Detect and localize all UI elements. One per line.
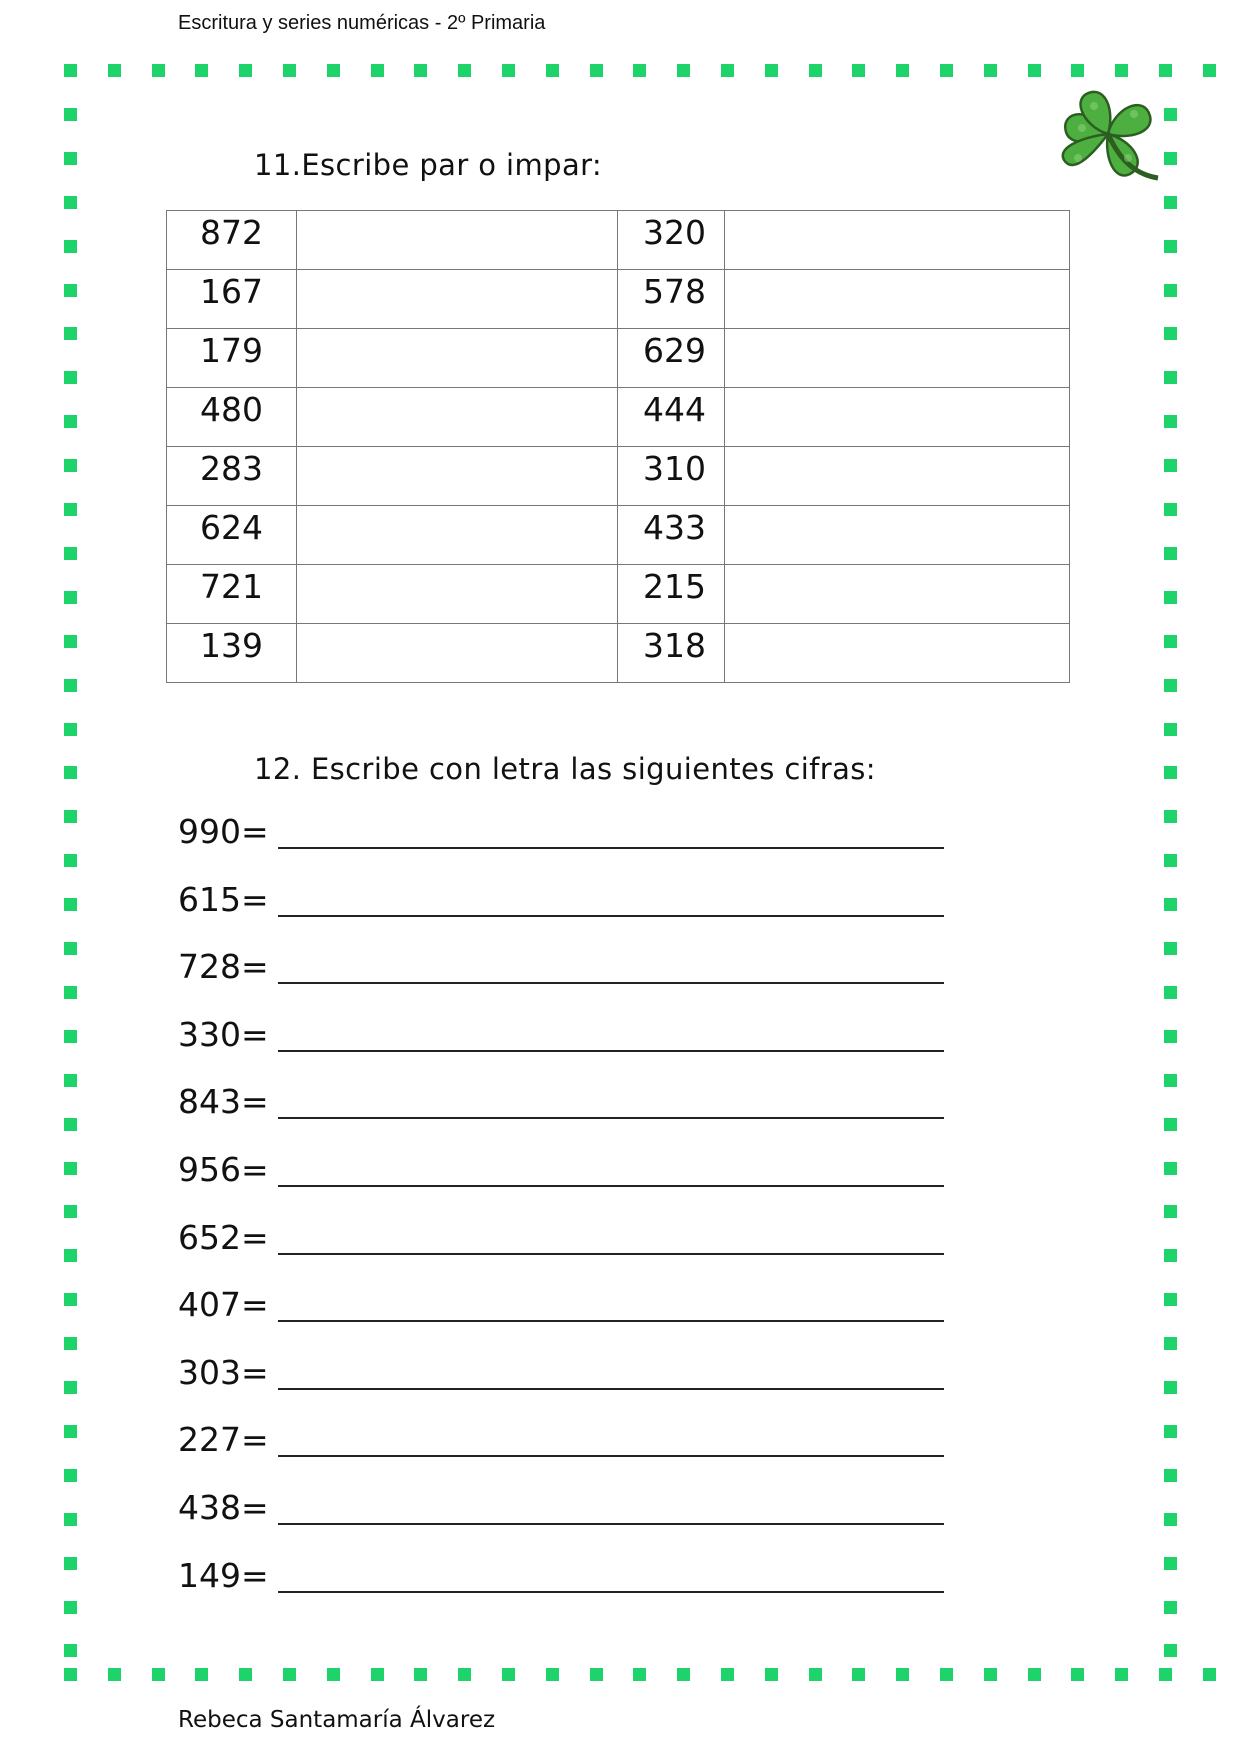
left-number-cell: 480	[167, 388, 297, 447]
border-dot	[64, 284, 77, 297]
border-dot	[64, 1513, 77, 1526]
border-dot	[1164, 1118, 1177, 1131]
border-dot	[590, 64, 603, 77]
border-dot	[590, 1668, 603, 1681]
border-dot	[1164, 459, 1177, 472]
border-dot	[64, 547, 77, 560]
page-header: Escritura y series numéricas - 2º Primaria	[178, 12, 546, 34]
right-answer-cell[interactable]	[725, 388, 1070, 447]
border-dot	[64, 1249, 77, 1262]
right-number-cell: 318	[618, 624, 725, 683]
border-dot	[64, 723, 77, 736]
border-dot	[64, 371, 77, 384]
par-impar-table	[166, 210, 1070, 683]
right-answer-cell[interactable]	[725, 329, 1070, 388]
border-dot	[1164, 327, 1177, 340]
table-row	[167, 211, 1070, 270]
border-dot	[1164, 1337, 1177, 1350]
border-dot	[1164, 679, 1177, 692]
answer-line[interactable]	[278, 1591, 944, 1593]
left-number-cell: 624	[167, 506, 297, 565]
border-dot	[64, 64, 77, 77]
border-dot	[546, 64, 559, 77]
border-dot	[64, 459, 77, 472]
border-dot	[64, 1668, 77, 1681]
border-dot	[502, 1668, 515, 1681]
border-dot	[1164, 986, 1177, 999]
border-dot	[1164, 1205, 1177, 1218]
border-dot	[283, 64, 296, 77]
number-label: 843=	[178, 1082, 269, 1122]
border-dot	[633, 64, 646, 77]
border-dot	[64, 1381, 77, 1394]
page-footer-author: Rebeca Santamaría Álvarez	[178, 1707, 496, 1733]
border-dot	[64, 1644, 77, 1657]
right-answer-cell[interactable]	[725, 506, 1070, 565]
border-dot	[1028, 64, 1041, 77]
exercise-12-title: 12. Escribe con letra las siguientes cifras:	[254, 752, 876, 786]
table-row	[167, 565, 1070, 624]
border-dot	[64, 1293, 77, 1306]
border-dot	[1164, 591, 1177, 604]
border-dot	[414, 64, 427, 77]
border-dot	[1164, 196, 1177, 209]
table-row	[167, 447, 1070, 506]
border-dot	[64, 327, 77, 340]
border-dot	[239, 64, 252, 77]
border-dot	[64, 1074, 77, 1087]
border-dot	[64, 1337, 77, 1350]
left-number-cell: 139	[167, 624, 297, 683]
border-dot	[152, 1668, 165, 1681]
border-dot	[1164, 942, 1177, 955]
left-number-cell: 179	[167, 329, 297, 388]
answer-line[interactable]	[278, 1455, 944, 1457]
exercise-11-title: 11.Escribe par o impar:	[254, 148, 603, 182]
left-answer-cell[interactable]	[297, 388, 618, 447]
border-dot	[195, 1668, 208, 1681]
right-number-cell: 433	[618, 506, 725, 565]
left-number-cell: 872	[167, 211, 297, 270]
right-number-cell: 578	[618, 270, 725, 329]
border-dot	[1164, 854, 1177, 867]
border-dot	[64, 240, 77, 253]
border-dot	[1164, 1249, 1177, 1262]
border-dot	[1164, 1381, 1177, 1394]
answer-line[interactable]	[278, 1185, 944, 1187]
answer-line[interactable]	[278, 1050, 944, 1052]
border-dot	[239, 1668, 252, 1681]
border-dot	[721, 64, 734, 77]
border-dot	[108, 1668, 121, 1681]
answer-line[interactable]	[278, 915, 944, 917]
left-answer-cell[interactable]	[297, 506, 618, 565]
border-dot	[64, 1030, 77, 1043]
border-dot	[1203, 1668, 1216, 1681]
border-dot	[1164, 1557, 1177, 1570]
border-dot	[64, 810, 77, 823]
border-dot	[64, 1205, 77, 1218]
border-dot	[64, 986, 77, 999]
number-label: 330=	[178, 1014, 269, 1054]
number-label: 728=	[178, 947, 269, 987]
border-dot	[64, 1469, 77, 1482]
answer-line[interactable]	[278, 982, 944, 984]
right-answer-cell[interactable]	[725, 624, 1070, 683]
border-dot	[1164, 1469, 1177, 1482]
border-dot	[677, 1668, 690, 1681]
number-label: 438=	[178, 1487, 269, 1527]
left-answer-cell[interactable]	[297, 211, 618, 270]
left-number-cell: 283	[167, 447, 297, 506]
border-dot	[1164, 1293, 1177, 1306]
table-row	[167, 506, 1070, 565]
border-dot	[1164, 898, 1177, 911]
border-dot	[984, 64, 997, 77]
border-dot	[896, 1668, 909, 1681]
right-answer-cell[interactable]	[725, 447, 1070, 506]
border-dot	[64, 854, 77, 867]
four-leaf-clover-icon	[1052, 86, 1164, 190]
border-dot	[64, 152, 77, 165]
right-answer-cell[interactable]	[725, 270, 1070, 329]
border-dot	[64, 1557, 77, 1570]
border-dot	[1164, 284, 1177, 297]
border-dot	[984, 1668, 997, 1681]
border-dot	[64, 942, 77, 955]
right-answer-cell[interactable]	[725, 211, 1070, 270]
border-dot	[633, 1668, 646, 1681]
right-number-cell: 444	[618, 388, 725, 447]
border-dot	[1164, 1074, 1177, 1087]
answer-line[interactable]	[278, 1523, 944, 1525]
border-dot	[940, 1668, 953, 1681]
left-number-cell: 167	[167, 270, 297, 329]
number-label: 303=	[178, 1352, 269, 1392]
number-label: 615=	[178, 879, 269, 919]
border-dot	[502, 64, 515, 77]
border-dot	[852, 64, 865, 77]
border-dot	[371, 64, 384, 77]
border-dot	[64, 1118, 77, 1131]
border-dot	[1115, 64, 1128, 77]
border-dot	[1164, 810, 1177, 823]
border-dot	[414, 1668, 427, 1681]
border-dot	[1164, 1513, 1177, 1526]
border-dot	[1164, 503, 1177, 516]
table-row	[167, 270, 1070, 329]
border-dot	[1159, 1668, 1172, 1681]
border-dot	[1071, 64, 1084, 77]
left-answer-cell[interactable]	[297, 447, 618, 506]
right-answer-cell[interactable]	[725, 565, 1070, 624]
border-dot	[1164, 1425, 1177, 1438]
border-dot	[721, 1668, 734, 1681]
border-dot	[809, 64, 822, 77]
border-dot	[1164, 723, 1177, 736]
answer-line[interactable]	[278, 1253, 944, 1255]
border-dot	[283, 1668, 296, 1681]
right-number-cell: 215	[618, 565, 725, 624]
border-dot	[64, 108, 77, 121]
left-number-cell: 721	[167, 565, 297, 624]
border-dot	[677, 64, 690, 77]
border-dot	[64, 766, 77, 779]
border-dot	[896, 64, 909, 77]
left-answer-cell[interactable]	[297, 270, 618, 329]
border-dot	[64, 635, 77, 648]
border-dot	[1164, 1030, 1177, 1043]
border-dot	[1164, 108, 1177, 121]
table-row	[167, 624, 1070, 683]
border-dot	[458, 1668, 471, 1681]
border-dot	[1164, 371, 1177, 384]
border-dot	[64, 898, 77, 911]
border-dot	[1164, 547, 1177, 560]
answer-line[interactable]	[278, 1117, 944, 1119]
number-label: 407=	[178, 1285, 269, 1325]
right-number-cell: 320	[618, 211, 725, 270]
number-label: 990=	[178, 812, 269, 851]
right-number-cell: 310	[618, 447, 725, 506]
border-dot	[1071, 1668, 1084, 1681]
border-dot	[1159, 64, 1172, 77]
border-dot	[458, 64, 471, 77]
number-label: 149=	[178, 1555, 269, 1595]
border-dot	[195, 64, 208, 77]
border-dot	[64, 591, 77, 604]
number-label: 956=	[178, 1149, 269, 1189]
border-dot	[108, 64, 121, 77]
left-answer-cell[interactable]	[297, 624, 618, 683]
border-dot	[1164, 152, 1177, 165]
border-dot	[64, 1162, 77, 1175]
table-row	[167, 329, 1070, 388]
border-dot	[152, 64, 165, 77]
answer-line[interactable]	[278, 1320, 944, 1322]
border-dot	[1164, 635, 1177, 648]
border-dot	[64, 503, 77, 516]
number-label: 227=	[178, 1420, 269, 1460]
border-dot	[327, 64, 340, 77]
border-dot	[1164, 240, 1177, 253]
border-dot	[1164, 766, 1177, 779]
border-dot	[765, 64, 778, 77]
border-dot	[1164, 1644, 1177, 1657]
left-answer-cell[interactable]	[297, 329, 618, 388]
border-dot	[64, 1601, 77, 1614]
border-dot	[1164, 1162, 1177, 1175]
border-dot	[1115, 1668, 1128, 1681]
border-dot	[64, 415, 77, 428]
answer-line[interactable]	[278, 1388, 944, 1390]
border-dot	[852, 1668, 865, 1681]
right-number-cell: 629	[618, 329, 725, 388]
table-row	[167, 388, 1070, 447]
border-dot	[1203, 64, 1216, 77]
border-dot	[809, 1668, 822, 1681]
border-dot	[546, 1668, 559, 1681]
border-dot	[64, 196, 77, 209]
answer-line[interactable]	[278, 847, 944, 849]
border-dot	[1028, 1668, 1041, 1681]
left-answer-cell[interactable]	[297, 565, 618, 624]
border-dot	[64, 1425, 77, 1438]
border-dot	[371, 1668, 384, 1681]
border-dot	[765, 1668, 778, 1681]
border-dot	[64, 679, 77, 692]
border-dot	[1164, 1601, 1177, 1614]
border-dot	[327, 1668, 340, 1681]
number-label: 652=	[178, 1217, 269, 1257]
border-dot	[1164, 415, 1177, 428]
border-dot	[940, 64, 953, 77]
